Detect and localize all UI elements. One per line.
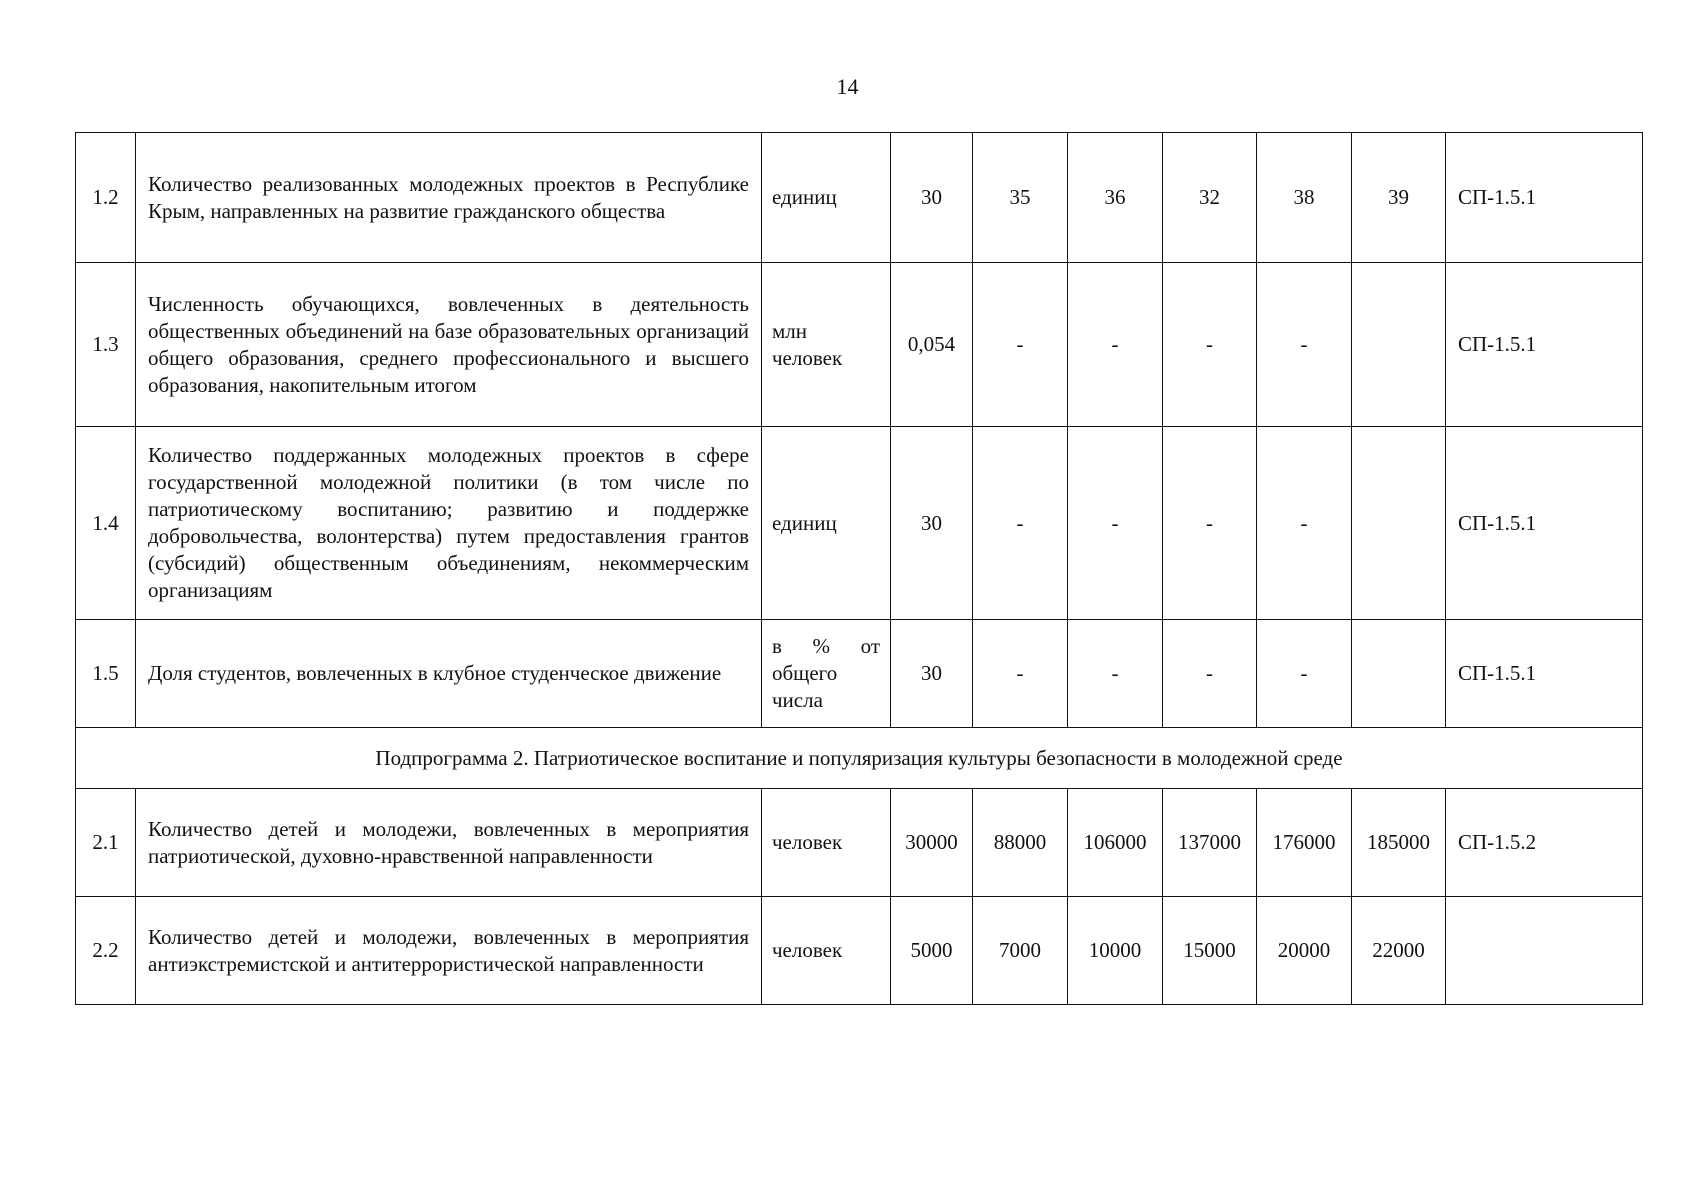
value-cell: 106000 <box>1068 789 1163 897</box>
unit-cell: человек <box>762 897 891 1005</box>
indicators-table <box>75 132 1643 1005</box>
indicator-description: Численность обучающихся, вовлеченных в деятельность общественных объединений на базе образовательных организаций общего образования, среднего профессионального и высшего образования, накопительным итогом <box>136 263 762 427</box>
value-cell <box>1352 263 1446 427</box>
value-cell: 0,054 <box>891 263 973 427</box>
program-code: СП-1.5.1 <box>1446 620 1643 728</box>
table-row <box>76 263 1643 427</box>
value-cell: 7000 <box>973 897 1068 1005</box>
value-cell: - <box>1068 263 1163 427</box>
value-cell: 30000 <box>891 789 973 897</box>
unit-cell: человек <box>762 789 891 897</box>
unit-cell: единиц <box>762 133 891 263</box>
value-cell: 30 <box>891 133 973 263</box>
indicator-description: Количество поддержанных молодежных проектов в сфере государственной молодежной политики (в том числе по патриотическому воспитанию; развитию и поддержке добровольчества, волонтерства) путем предоставления грантов (субсидий) общественным объединениям, некоммерческим организациям <box>136 427 762 620</box>
value-cell: - <box>973 620 1068 728</box>
value-cell: - <box>1163 427 1257 620</box>
value-cell: - <box>1068 620 1163 728</box>
value-cell: - <box>1163 620 1257 728</box>
value-cell: 185000 <box>1352 789 1446 897</box>
row-number: 1.4 <box>76 427 136 620</box>
value-cell: - <box>973 427 1068 620</box>
unit-cell: в % от общего числа <box>762 620 891 728</box>
value-cell: 38 <box>1257 133 1352 263</box>
value-cell: - <box>1257 263 1352 427</box>
row-number: 1.5 <box>76 620 136 728</box>
value-cell: - <box>1257 620 1352 728</box>
value-cell: 32 <box>1163 133 1257 263</box>
indicator-description: Количество детей и молодежи, вовлеченных в мероприятия патриотической, духовно-нравственной направленности <box>136 789 762 897</box>
value-cell: 15000 <box>1163 897 1257 1005</box>
unit-cell: млн человек <box>762 263 891 427</box>
indicator-description: Количество детей и молодежи, вовлеченных в мероприятия антиэкстремистской и антитеррористической направленности <box>136 897 762 1005</box>
program-code: СП-1.5.2 <box>1446 789 1643 897</box>
value-cell: - <box>973 263 1068 427</box>
subprogram-title: Подпрограмма 2. Патриотическое воспитание и популяризация культуры безопасности в молодежной среде <box>76 728 1643 789</box>
value-cell: 30 <box>891 427 973 620</box>
value-cell: 30 <box>891 620 973 728</box>
row-number: 1.3 <box>76 263 136 427</box>
table-row <box>76 620 1643 728</box>
value-cell <box>1352 620 1446 728</box>
row-number: 2.2 <box>76 897 136 1005</box>
value-cell: 176000 <box>1257 789 1352 897</box>
table-row <box>76 897 1643 1005</box>
table-row <box>76 427 1643 620</box>
value-cell: - <box>1257 427 1352 620</box>
row-number: 1.2 <box>76 133 136 263</box>
value-cell: 35 <box>973 133 1068 263</box>
value-cell: 22000 <box>1352 897 1446 1005</box>
value-cell: 36 <box>1068 133 1163 263</box>
value-cell <box>1352 427 1446 620</box>
program-code: СП-1.5.1 <box>1446 263 1643 427</box>
program-code <box>1446 897 1643 1005</box>
program-code: СП-1.5.1 <box>1446 133 1643 263</box>
table-row <box>76 789 1643 897</box>
value-cell: 10000 <box>1068 897 1163 1005</box>
row-number: 2.1 <box>76 789 136 897</box>
table-row <box>76 133 1643 263</box>
value-cell: 5000 <box>891 897 973 1005</box>
value-cell: 88000 <box>973 789 1068 897</box>
subprogram-row <box>76 728 1643 789</box>
value-cell: 39 <box>1352 133 1446 263</box>
value-cell: - <box>1163 263 1257 427</box>
indicator-description: Количество реализованных молодежных проектов в Республике Крым, направленных на развитие гражданского общества <box>136 133 762 263</box>
value-cell: 20000 <box>1257 897 1352 1005</box>
program-code: СП-1.5.1 <box>1446 427 1643 620</box>
page-number: 14 <box>836 74 859 99</box>
unit-cell: единиц <box>762 427 891 620</box>
value-cell: - <box>1068 427 1163 620</box>
indicator-description: Доля студентов, вовлеченных в клубное студенческое движение <box>136 620 762 728</box>
value-cell: 137000 <box>1163 789 1257 897</box>
